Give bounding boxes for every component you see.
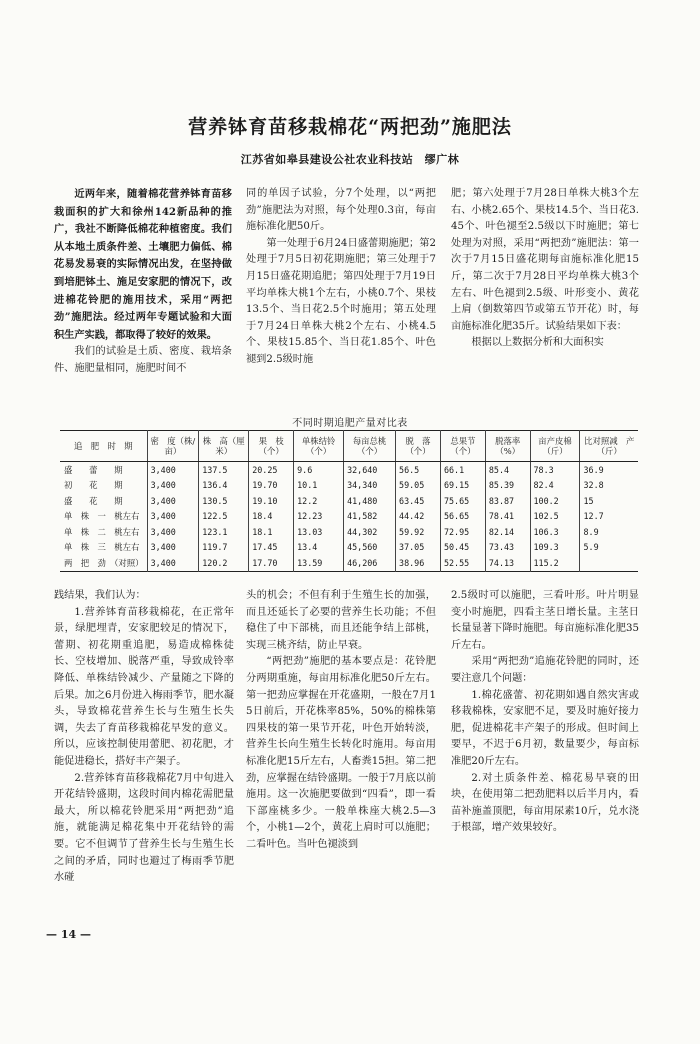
table-cell: 19.10: [249, 493, 294, 509]
column-header: 比对照减 产（斤）: [580, 431, 638, 462]
table-cell: 17.70: [249, 555, 294, 571]
table-cell: 32.8: [580, 478, 638, 494]
column-header: 脱落率（%）: [485, 431, 530, 462]
table-row: [60, 509, 638, 525]
table-cell: 74.13: [485, 555, 530, 571]
table-cell: 75.65: [440, 493, 485, 509]
row-label: 两 把 劲 （对照）: [64, 557, 144, 568]
paragraph: 1.棉花盛蕾、初花期如遇自然灾害或移栽棉株，安家肥不足，要及时施好接力肥，促进棉花丰产架子的形成。但时间上要早，不迟于6月初，数量要少，每亩标准肥20斤左右。: [451, 689, 639, 767]
yield-comparison-table: [60, 430, 638, 572]
column-header: 总果节（个）: [440, 431, 485, 462]
table-body: [60, 462, 638, 572]
table-cell: [580, 555, 638, 571]
table-cell: 36.9: [580, 462, 638, 478]
column-header: 单株结铃（个）: [294, 431, 344, 462]
table-cell: 69.15: [440, 478, 485, 494]
table-cell: 56.5: [396, 462, 441, 478]
table-cell: 9.6: [294, 462, 344, 478]
table-cell: 56.65: [440, 509, 485, 525]
table-cell: 34,340: [344, 478, 396, 494]
table-cell: 73.43: [485, 540, 530, 556]
paragraph: 采用“两把劲”追施花铃肥的同时，还要注意几个问题：: [451, 656, 639, 684]
column-header: 株 高（厘米）: [199, 431, 249, 462]
paragraph: “两把劲”施肥的基本要点是：花铃肥分两期重施，每亩用标准化肥50斤左右。第一把劲应掌握在开花盛期，一般在7月15日前后，开花株率85%，50%的棉株第四果枝的第一果节开花，叶色开始转淡，营养生长向生殖生长转化时施用。每亩用标准化肥15斤左右，人畜粪15担。第二把劲，应掌握在结铃盛期。一般于7月底以前施用。这一次施肥要做到“四看”，即一看下部座桃多少。一般单株座大桃2.5—3个，小桃1—2个，黄花上肩时可以施肥；二看叶色。当叶色褪淡到: [246, 656, 436, 850]
paragraph: 肥；第六处理于7月28日单株大桃3个左右、小桃2.65个、果枝14.5个、当日花3.45个、叶色褪至2.5级以下时施肥；第七处理为对照，采用“两把劲”施肥法：第一次于7月15日盛花期每亩施标准化肥15斤，第二次于7月28日平均单株大桃3个左右、叶色褪到2.5级、叶形变小、黄花上肩（倒数第四节或第五节开花）时，每亩施标准化肥35斤。试验结果如下表：: [451, 188, 639, 332]
table-cell: 82.14: [485, 524, 530, 540]
top-column-3: [451, 186, 639, 352]
paragraph: 1.营养钵育苗移栽棉花，在正常年景，绿肥埋青，安家肥较足的情况下，蕾期、初花期重追肥，易造成棉株徒长、空枝增加、脱落严重，导致成铃率降低、单株结铃减少、产量随之下降的后果。加之6月份进入梅雨季节，肥水凝头，导致棉花营养生长与生殖生长失调，失去了育苗移栽棉花早发的意义。所以，应该控制使用蕾肥、初花肥，才能促进稳长，搭好丰产架子。: [54, 606, 234, 767]
table-cell: 82.4: [530, 478, 580, 494]
column-header: 每亩总桃（个）: [344, 431, 396, 462]
row-label: 单 株 二 桃左右: [64, 526, 140, 537]
column-header: 脱 落（个）: [396, 431, 441, 462]
paragraph: 头的机会；不但有利于生殖生长的加强，而且还延长了必要的营养生长功能；不但稳住了中下部桃，而且还能争结上部桃，实现三桃齐结，防止早衰。: [246, 590, 436, 651]
row-label: 盛 花 期: [64, 495, 123, 506]
table-cell: 32,640: [344, 462, 396, 478]
top-column-2: [246, 186, 436, 369]
table-cell: 50.45: [440, 540, 485, 556]
table-row: [60, 478, 638, 494]
bold-lead: 近两年来，随着棉花营养钵育苗移栽面积的扩大和徐州142新品种的推广，我社不断降低棉花种植密度。我们从本地土质条件差、土壤肥力偏低、棉花易发易衰的实际情况出发，在坚持做到培肥钵土、施足安家肥的情况下，改进棉花铃肥的施用技术，采用“两把劲”施肥法。经过两年专题试验和大面积生产实践，都取得了较好的效果。: [54, 188, 232, 341]
page-number: — 14 —: [46, 928, 91, 941]
table-cell: 102.5: [530, 509, 580, 525]
table-cell: 119.7: [199, 540, 249, 556]
table-cell: 13.03: [294, 524, 344, 540]
table-cell: 59.05: [396, 478, 441, 494]
table-cell: 18.1: [249, 524, 294, 540]
paragraph: 2.营养钵育苗移栽棉花7月中旬进入开花结铃盛期，这段时间内棉花需肥量最大，所以棉花铃肥采用“两把劲”追施，就能满足棉花集中开花结铃的需要。它不但调节了营养生长与生殖生长之间的矛盾，同时也避过了梅雨季节肥水碰: [54, 772, 234, 884]
table-cell: 78.41: [485, 509, 530, 525]
table-cell: 78.3: [530, 462, 580, 478]
table-cell: 12.23: [294, 509, 344, 525]
table-cell: 52.55: [440, 555, 485, 571]
table-cell: 37.05: [396, 540, 441, 556]
table-row: [60, 462, 638, 478]
table-cell: 137.5: [199, 462, 249, 478]
paragraph: [54, 186, 232, 344]
table-cell: 13.4: [294, 540, 344, 556]
table-cell: 44,302: [344, 524, 396, 540]
table-cell: 12.2: [294, 493, 344, 509]
table-cell: 13.59: [294, 555, 344, 571]
table-row: [60, 524, 638, 540]
table-cell: 120.2: [199, 555, 249, 571]
table-cell: 15: [580, 493, 638, 509]
table-cell: 122.5: [199, 509, 249, 525]
paragraph: 2.对土质条件差、棉花易早衰的田块，在使用第二把劲肥料以后半月内，看苗补施盖顶肥，每亩用尿素10斤，兑水浇于根部，增产效果较好。: [451, 772, 639, 834]
table-cell: 85.39: [485, 478, 530, 494]
byline: 江苏省如皋县建设公社农业科技站 缪广林: [240, 153, 460, 166]
bottom-column-2: [246, 588, 436, 854]
table-cell: 3,400: [147, 540, 199, 556]
table-cell: 115.2: [530, 555, 580, 571]
column-header: 追 肥 时 期: [60, 431, 147, 462]
table-cell: 20.25: [249, 462, 294, 478]
column-header: 果 枝（个）: [249, 431, 294, 462]
table-cell: 10.1: [294, 478, 344, 494]
table-caption: 不同时期追肥产量对比表: [292, 418, 408, 429]
table-cell: 45,560: [344, 540, 396, 556]
paragraph: 我们的试验是土质、密度、栽培条件、施肥量相同，施肥时间不: [54, 346, 232, 374]
table-cell: 41,582: [344, 509, 396, 525]
table-cell: 41,480: [344, 493, 396, 509]
table-cell: 123.1: [199, 524, 249, 540]
paragraph: 第一处理于6月24日盛蕾期施肥；第2处理于7月5日初花期施肥；第三处理于7月15日盛花期追肥；第四处理于7月19日平均单株大桃1个左右，小桃0.7个、果枝13.5个、当日花2.5个时施用；第五处理于7月24日单株大桃2个左右、小桃4.5个、果枝15.85个、当日花1.85个、叶色褪到2.5级时施: [246, 237, 436, 365]
paragraph: 同的单因子试验，分7个处理，以“两把劲”施肥法为对照，每个处理0.3亩，每亩施标准化肥50斤。: [246, 188, 436, 233]
table-cell: 106.3: [530, 524, 580, 540]
table-cell: 46,206: [344, 555, 396, 571]
paragraph: 根据以上数据分析和大面积实: [471, 337, 604, 349]
bottom-column-3: [451, 588, 639, 837]
table-cell: 136.4: [199, 478, 249, 494]
table-cell: 17.45: [249, 540, 294, 556]
table-header-row: [60, 431, 638, 462]
table-row: [60, 555, 638, 571]
table-cell: 66.1: [440, 462, 485, 478]
table-cell: 3,400: [147, 478, 199, 494]
row-label: 初 花 期: [64, 480, 123, 491]
table-cell: 72.95: [440, 524, 485, 540]
paragraph: 践结果，我们认为：: [54, 590, 146, 601]
row-label: 单 株 一 桃左右: [64, 511, 140, 522]
table-row: [60, 540, 638, 556]
table-cell: 5.9: [580, 540, 638, 556]
table-cell: 100.2: [530, 493, 580, 509]
table-row: [60, 493, 638, 509]
table-cell: 109.3: [530, 540, 580, 556]
table-cell: 3,400: [147, 509, 199, 525]
table-cell: 18.4: [249, 509, 294, 525]
table-cell: 3,400: [147, 493, 199, 509]
bottom-column-1: [54, 588, 234, 887]
row-label: 盛 蕾 期: [64, 464, 123, 475]
table-cell: 59.92: [396, 524, 441, 540]
column-header: 亩产皮棉（斤）: [530, 431, 580, 462]
table-cell: 19.70: [249, 478, 294, 494]
table-cell: 83.87: [485, 493, 530, 509]
column-header: 密 度（株/亩）: [147, 431, 199, 462]
top-column-1: [54, 186, 232, 378]
table-cell: 38.96: [396, 555, 441, 571]
table-cell: 3,400: [147, 524, 199, 540]
table-cell: 12.7: [580, 509, 638, 525]
table-cell: 63.45: [396, 493, 441, 509]
table-cell: 3,400: [147, 555, 199, 571]
table-cell: 8.9: [580, 524, 638, 540]
table-cell: 44.42: [396, 509, 441, 525]
row-label: 单 株 三 桃左右: [64, 542, 140, 553]
table-cell: 130.5: [199, 493, 249, 509]
table-cell: 85.4: [485, 462, 530, 478]
article-title: 营养钵育苗移栽棉花“两把劲”施肥法: [188, 116, 512, 138]
table-cell: 3,400: [147, 462, 199, 478]
paragraph: 2.5级时可以施肥，三看叶形。叶片明显变小时施肥，四看主茎日增长量。主茎日长量显著下降时施肥。每亩施标准化肥35斤左右。: [451, 590, 639, 651]
